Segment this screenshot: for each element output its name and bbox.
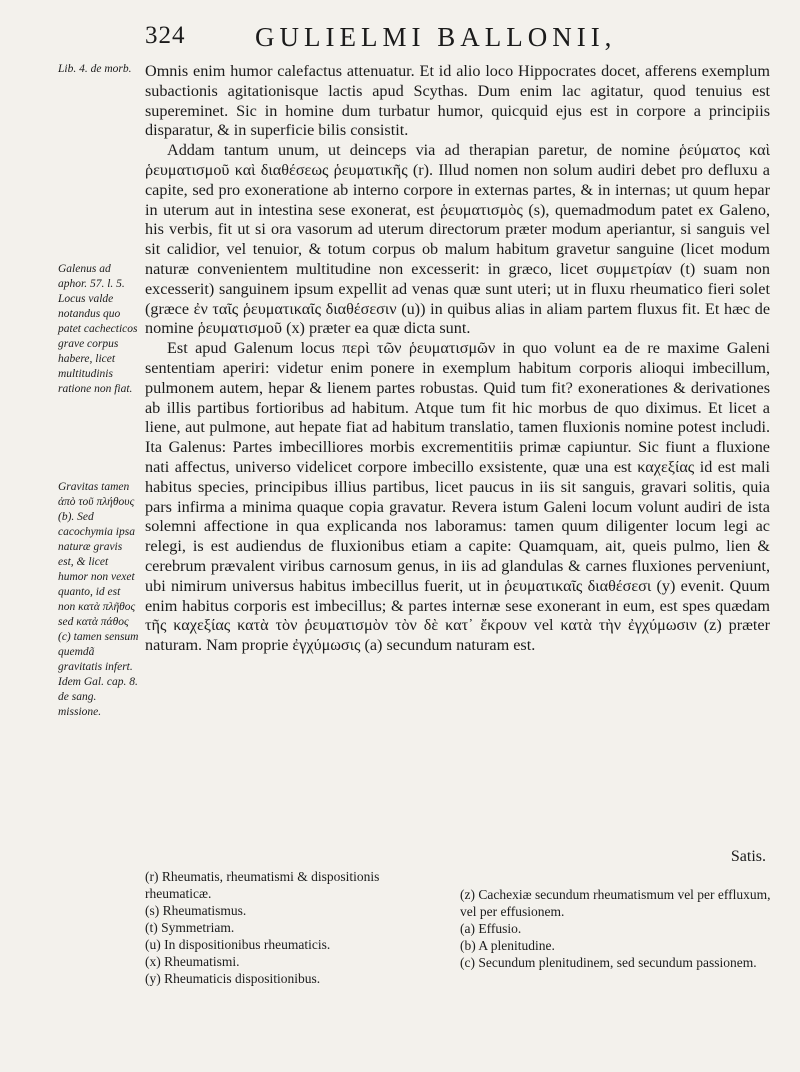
footnote: (t) Symmetriam.: [145, 920, 235, 935]
margin-note: Gravitas tamen ἀπὸ τοῦ πλήθους (b). Sed cacochymia ipsa naturæ gravis est, & licet humor non vexet quanto, id est non κατὰ πλῆθος sed κατὰ πάθος (c) tamen sensum quemdã gravitatis infert. Idem Gal. cap. 8. de sang. missione.: [58, 481, 139, 718]
running-head: GULIELMI BALLONII,: [255, 22, 617, 52]
closing-word: Satis.: [730, 848, 766, 865]
footnote: (x) Rheumatismi.: [145, 954, 240, 969]
page-number: 324: [145, 22, 186, 49]
margin-note: Galenus ad aphor. 57. l. 5. Locus valde notandus quo patet cachecticos grave corpus habere, licet multitudinis ratione non fiat.: [58, 263, 138, 395]
paragraph: Omnis enim humor calefactus attenuatur. Et id alio loco Hippocrates docet, afferens exemplum subactionis agitationisque lactis apud Scythas. Dum enim lac agitatur, quod tenuius est supereminet. Sic in homine dum turbatur humor, quicquid ejus est in corpore a principiis disparatur, & in superficie bilis consistit.: [145, 62, 770, 140]
footnote: (a) Effusio.: [460, 921, 522, 936]
footnotes-right-column: [460, 886, 775, 971]
main-text: [145, 62, 770, 656]
footnote: (u) In dispositionibus rheumaticis.: [145, 937, 331, 952]
footnote: (s) Rheumatismus.: [145, 903, 247, 918]
page-header: [145, 22, 770, 52]
paragraph: Est apud Galenum locus περὶ τῶν ῥευματισμῶν in quo volunt ea de re maxime Galeni sententiam aperiri: videtur enim ponere in exemplum habitum corporis alioqui imbecillum, pulmonem autem, hepar & lienem partes robustas. Quid tum fit? exonerationes & derivationes ab illis partibus fortioribus ad habitum. Atque tum fit hic morbus de quo diximus. Et licet a liene, aut pulmone, aut hepate fiat ad habitum translatio, tamen fluxionis nomine potest includi. Ita Galenus: Partes imbecilliores morbis excrementitiis primæ capiuntur. Sic fiunt a fluxione nati affectus, universo videlicet corpore imbecillo exsistente, quæ una est καχεξίας id est mali habitus species, principibus illius partibus, licet paucus in iis sit sanguis, gravari solitis, quia pars infirma a minima quaque copia gravatur. Revera istum Galeni locum volunt audiri de ista solemni affectione in qua explicanda nos laboramus: tamen quum diligenter locum legi ac relegi, is est audiendus de fluxionibus etiam a capite: Quamquam, ait, queis pulmo, lien & cerebrum prævalent viribus carnosum genus, in iis ad glandulas & carnes fluxiones perveniunt, ubi nimirum universus habitus imbecillus fuerit, ut in ῥευματικαῖς διαθέσεσι (y) evenit. Quum enim habitus corporis est imbecillus; & partes internæ sese exonerant in eum, est spes quædam τῆς καχεξίας κατὰ τὸν ῥευματισμὸν τὸν δὲ κατ᾽ ἔκρουν vel κατὰ τὴν ἐγχύμωσιν (z) præter naturam. Nam proprie ἐγχύμωσις (a) secundum naturam est.: [145, 339, 770, 655]
paragraph: Addam tantum unum, ut deinceps via ad therapian paretur, de nomine ῥεύματος καὶ ῥευματισμοῦ καὶ διαθέσεως ῥευματικῆς (r). Illud nomen non solum audiri debet pro defluxu a capite, sed pro exoneratione ab interno corpore in externas partes, & in internas; ut quum hepar in uterum aut in intestina sese exonerat, est ῥευματισμὸς (s), quemadmodum patet ex Galeno, his verbis, fit ut si ora vasorum ad uterum directorum præter modum aperiantur, si sanguis vel sit calidior, vel tenuior, & totum corpus ob malum habitum gravetur sanguine (licet modum naturæ convenientem multitudine non excesserit: in græco, licet συμμετρίαν (t) suam non excesserit) sanguinem ipsum expellit ad venas quæ sunt uteri; ut in fluxu rheumatico fieri solet (græce ἐν ταῖς ῥευματικαῖς διαθέσεσιν (u)) in quibus alias in aliam partem fluxus fit. Et hæc de nomine ῥευματισμοῦ (x) præter ea quæ dicta sunt.: [145, 141, 770, 338]
footnote: (b) A plenitudine.: [460, 938, 555, 953]
margin-note: Lib. 4. de morb.: [58, 63, 132, 75]
footnote: (c) Secundum plenitudinem, sed secundum passionem.: [460, 955, 757, 970]
footnotes-left-column: [145, 868, 435, 987]
footnote: (r) Rheumatis, rheumatismi & dispositionis rheumaticæ.: [145, 869, 380, 901]
footnote: (z) Cachexiæ secundum rheumatismum vel per effluxum, vel per effusionem.: [460, 887, 771, 919]
footnote: (y) Rheumaticis dispositionibus.: [145, 971, 321, 986]
